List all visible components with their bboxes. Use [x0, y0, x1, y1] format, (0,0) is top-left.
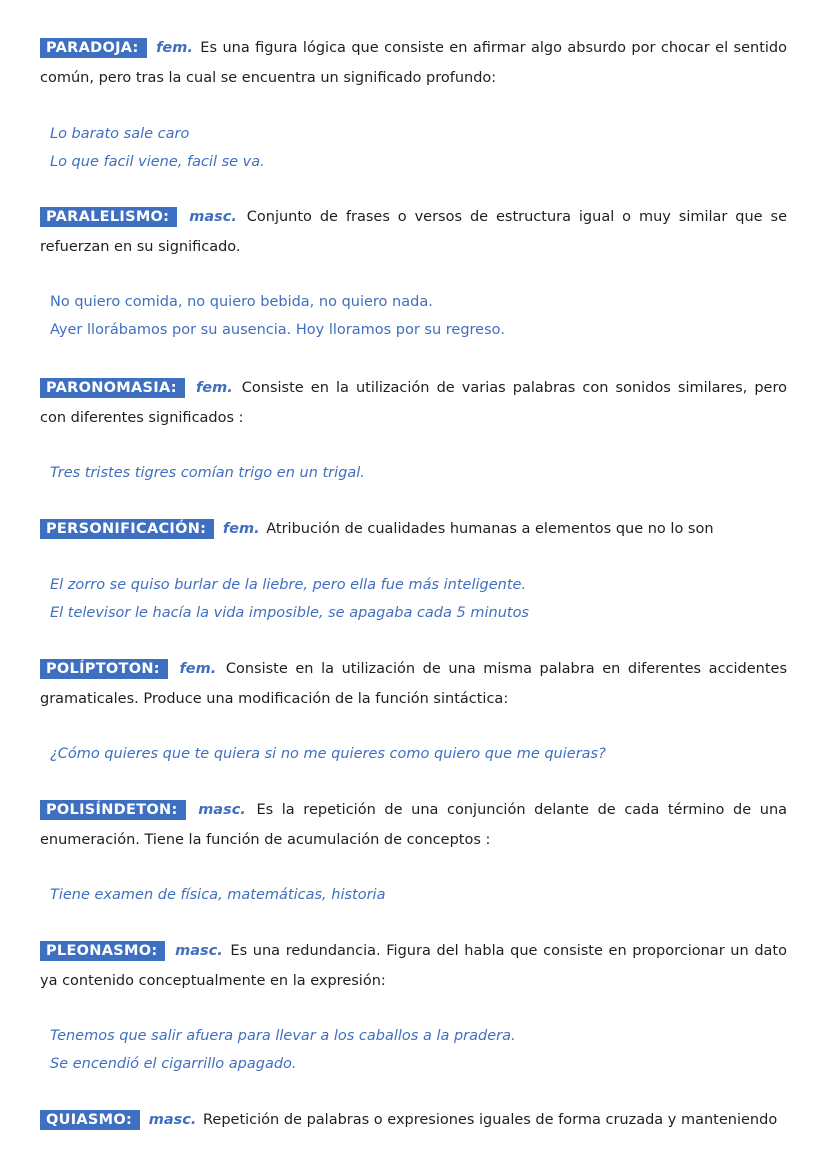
gender-label: fem.: [195, 380, 233, 396]
definition-paragraph: [40, 796, 787, 855]
example-line: Tenemos que salir afuera para llevar a los caballos a la pradera.: [50, 1028, 516, 1044]
gender-label: fem.: [179, 661, 217, 677]
example-list: [50, 459, 750, 487]
entry-paralelismo: [40, 203, 787, 262]
definition-text: Consiste en la utilización de varias palabras con sonidos similares, pero con diferentes significados :: [40, 380, 787, 426]
example-line: Se encendió el cigarrillo apagado.: [50, 1056, 297, 1072]
gender-label: fem.: [222, 521, 260, 537]
term-label: PARONOMASIA:: [40, 378, 185, 398]
definition-paragraph: [40, 515, 787, 545]
example-line: El zorro se quiso burlar de la liebre, pero ella fue más inteligente.: [50, 577, 527, 593]
definition-paragraph: [40, 1106, 787, 1136]
example-list: [50, 881, 750, 909]
example-line: Ayer llorábamos por su ausencia. Hoy lloramos por su regreso.: [50, 322, 505, 338]
definition-text: Es la repetición de una conjunción delante de cada término de una enumeración. Tiene la función de acumulación de conceptos :: [40, 802, 788, 848]
definition-text: Conjunto de frases o versos de estructura igual o muy similar que se refuerzan en su significado.: [40, 209, 787, 255]
example-list: [50, 740, 750, 768]
gender-label: masc.: [148, 1112, 197, 1128]
term-label: PARADOJA:: [40, 38, 147, 58]
entry-personificacion: [40, 515, 787, 545]
definition-paragraph: [40, 374, 787, 433]
definition-text: Atribución de cualidades humanas a elementos que no lo son: [266, 521, 714, 537]
term-label: PARALELISMO:: [40, 207, 177, 227]
example-line: Lo que facil viene, facil se va.: [50, 154, 265, 170]
definition-text: Es una figura lógica que consiste en afirmar algo absurdo por chocar el sentido común, pero tras la cual se encuentra un significado profundo:: [40, 40, 788, 86]
definition-text: Consiste en la utilización de una misma palabra en diferentes accidentes gramaticales. Produce una modificación de la función sintáctica:: [40, 661, 787, 707]
example-line: Lo barato sale caro: [50, 126, 190, 142]
gender-label: masc.: [189, 209, 237, 225]
example-line: El televisor le hacía la vida imposible, se apagaba cada 5 minutos: [50, 605, 529, 621]
gender-label: masc.: [198, 802, 246, 818]
example-line: ¿Cómo quieres que te quiera si no me quieres como quiero que me quieras?: [50, 746, 606, 762]
entry-paradoja: [40, 34, 787, 93]
example-line: No quiero comida, no quiero bebida, no quiero nada.: [50, 294, 433, 310]
entry-poliptoton: [40, 655, 787, 714]
example-list: [50, 120, 750, 176]
definition-paragraph: [40, 937, 787, 996]
example-list: [50, 288, 750, 344]
term-label: QUIASMO:: [40, 1110, 140, 1130]
entry-quiasmo: [40, 1106, 787, 1136]
term-label: POLISÍNDETON:: [40, 800, 186, 820]
definition-text: Es una redundancia. Figura del habla que consiste en proporcionar un dato ya contenido conceptualmente en la expresión:: [40, 943, 787, 989]
example-list: [50, 1022, 750, 1078]
term-label: PLEONASMO:: [40, 941, 165, 961]
example-list: [50, 571, 750, 627]
term-label: PERSONIFICACIÓN:: [40, 519, 214, 539]
example-line: Tres tristes tigres comían trigo en un trigal.: [50, 465, 365, 481]
entry-polisindeton: [40, 796, 787, 855]
example-line: Tiene examen de física, matemáticas, historia: [50, 887, 386, 903]
gender-label: fem.: [156, 40, 193, 56]
term-label: POLÍPTOTON:: [40, 659, 168, 679]
entry-pleonasmo: [40, 937, 787, 996]
definition-text: Repetición de palabras o expresiones iguales de forma cruzada y manteniendo: [202, 1112, 778, 1128]
definition-paragraph: [40, 655, 787, 714]
definition-paragraph: [40, 34, 787, 93]
definition-paragraph: [40, 203, 787, 262]
entry-paronomasia: [40, 374, 787, 433]
gender-label: masc.: [175, 943, 223, 959]
